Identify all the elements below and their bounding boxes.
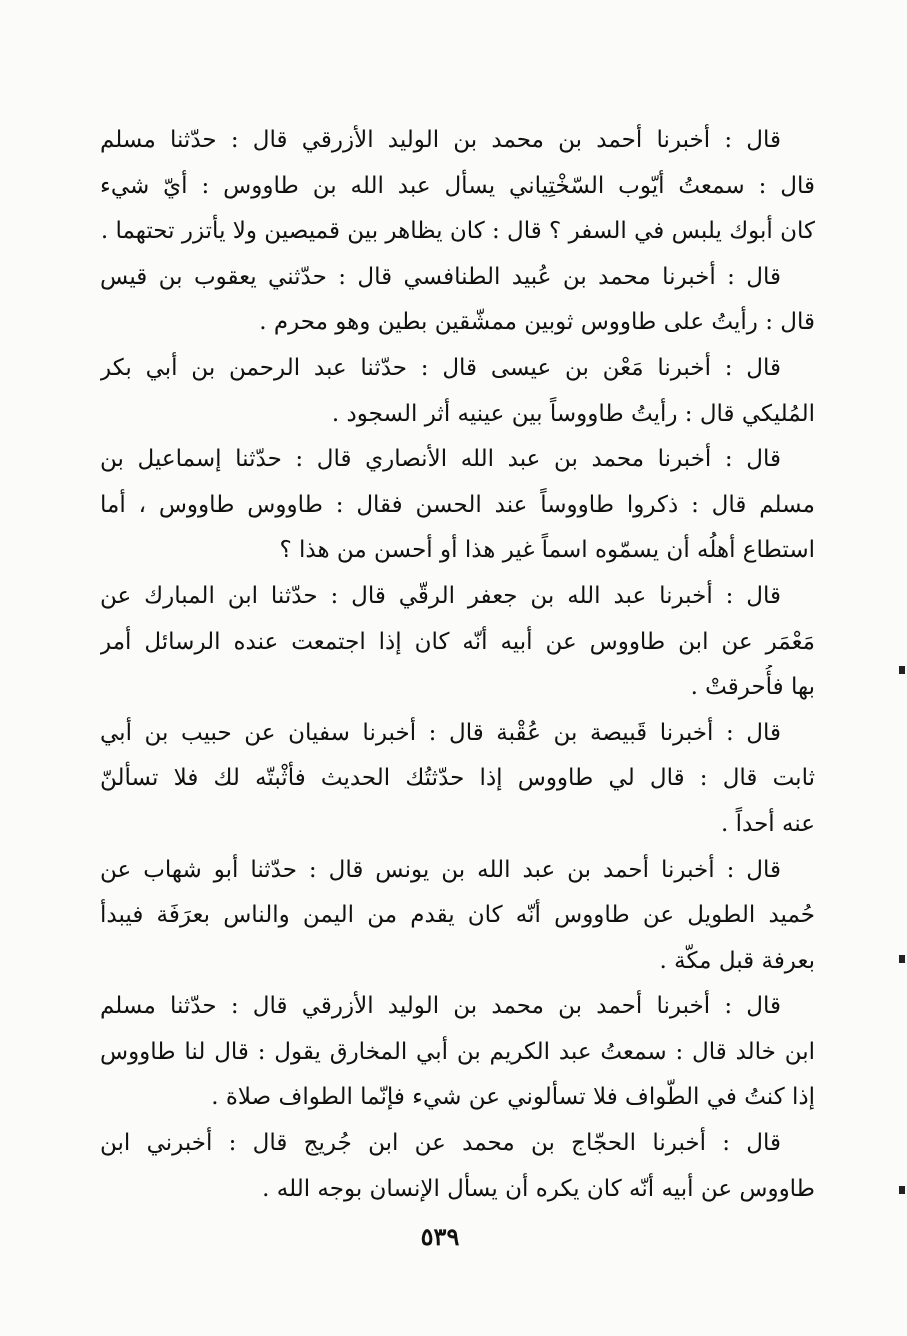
text-line: قال : أخبرنا الحجّاج بن محمد عن ابن جُريج قال : أخبرني ابن (100, 1130, 781, 1157)
scan-edge-mark (899, 1186, 905, 1194)
text-line: ثابت قال : قال لي طاووس إذا حدّثتُك الحديث فأثْبتّه لك فلا تسألنّ (100, 765, 815, 792)
text-line: قال : أخبرنا مَعْن بن عيسى قال : حدّثنا عبد الرحمن بن أبي بكر (100, 354, 781, 381)
text-line: قال : رأيتُ على طاووس ثوبين ممشّقين بطين وهو محرم . (259, 309, 815, 336)
text-line: قال : أخبرنا أحمد بن عبد الله بن يونس قال : حدّثنا أبو شهاب عن (100, 856, 781, 883)
text-line: قال : أخبرنا أحمد بن محمد بن الوليد الأزرقي قال : حدّثنا مسلم (100, 127, 781, 153)
text-line: مسلم قال : ذكروا طاووساً عند الحسن فقال : طاووس طاووس ، أما (100, 491, 815, 518)
text-line: ابن خالد قال : سمعتُ عبد الكريم بن أبي المخارق يقول : قال لنا طاووس (100, 1038, 815, 1065)
text-line: قال : أخبرنا قَبيصة بن عُقْبة قال : أخبرنا سفيان عن حبيب بن أبي (100, 719, 781, 746)
text-line: استطاع أهلُه أن يسمّوه اسماً غير هذا أو أحسن من هذا ؟ (279, 537, 815, 564)
text-line: كان أبوك يلبس في السفر ؟ قال : كان يظاهر بين قميصين ولا يأتزر تحتهما . (100, 218, 815, 245)
text-line: إذا كنتُ في الطّواف فلا تسألوني عن شيء فإنّما الطواف صلاة . (211, 1084, 815, 1111)
text-line: المُليكي قال : رأيتُ طاووساً بين عينيه أثر السجود . (331, 400, 815, 427)
scan-edge-mark (899, 666, 905, 674)
text-line: مَعْمَر عن ابن طاووس عن أبيه أنّه كان إذا اجتمعت عنده الرسائل أمر (100, 628, 815, 655)
text-line: طاووس عن أبيه أنّه كان يكره أن يسأل الإنسان بوجه الله . (262, 1175, 815, 1202)
text-line: قال : أخبرنا محمد بن عبد الله الأنصاري قال : حدّثنا إسماعيل بن (100, 446, 781, 473)
text-line: قال : سمعتُ أيّوب السّخْتِياني يسأل عبد الله بن طاووس : أيّ شيء (100, 172, 815, 199)
page-number: ٥٣٩ (420, 1222, 460, 1251)
text-line: قال : أخبرنا أحمد بن محمد بن الوليد الأزرقي قال : حدّثنا مسلم (100, 993, 781, 1020)
text-line: قال : أخبرنا محمد بن عُبيد الطنافسي قال : حدّثني يعقوب بن قيس (100, 263, 781, 290)
text-line: حُميد الطويل عن طاووس أنّه كان يقدم من اليمن والناس بعرَفَة فيبدأ (100, 902, 815, 929)
page-body-text (100, 118, 815, 1212)
text-line: قال : أخبرنا عبد الله بن جعفر الرقّي قال : حدّثنا ابن المبارك عن (100, 582, 781, 609)
text-line: عنه أحداً . (721, 810, 815, 837)
text-line: بها فأُحرقتْ . (690, 674, 815, 701)
text-line: بعرفة قبل مكّة . (659, 947, 815, 974)
scan-edge-mark (899, 955, 905, 963)
